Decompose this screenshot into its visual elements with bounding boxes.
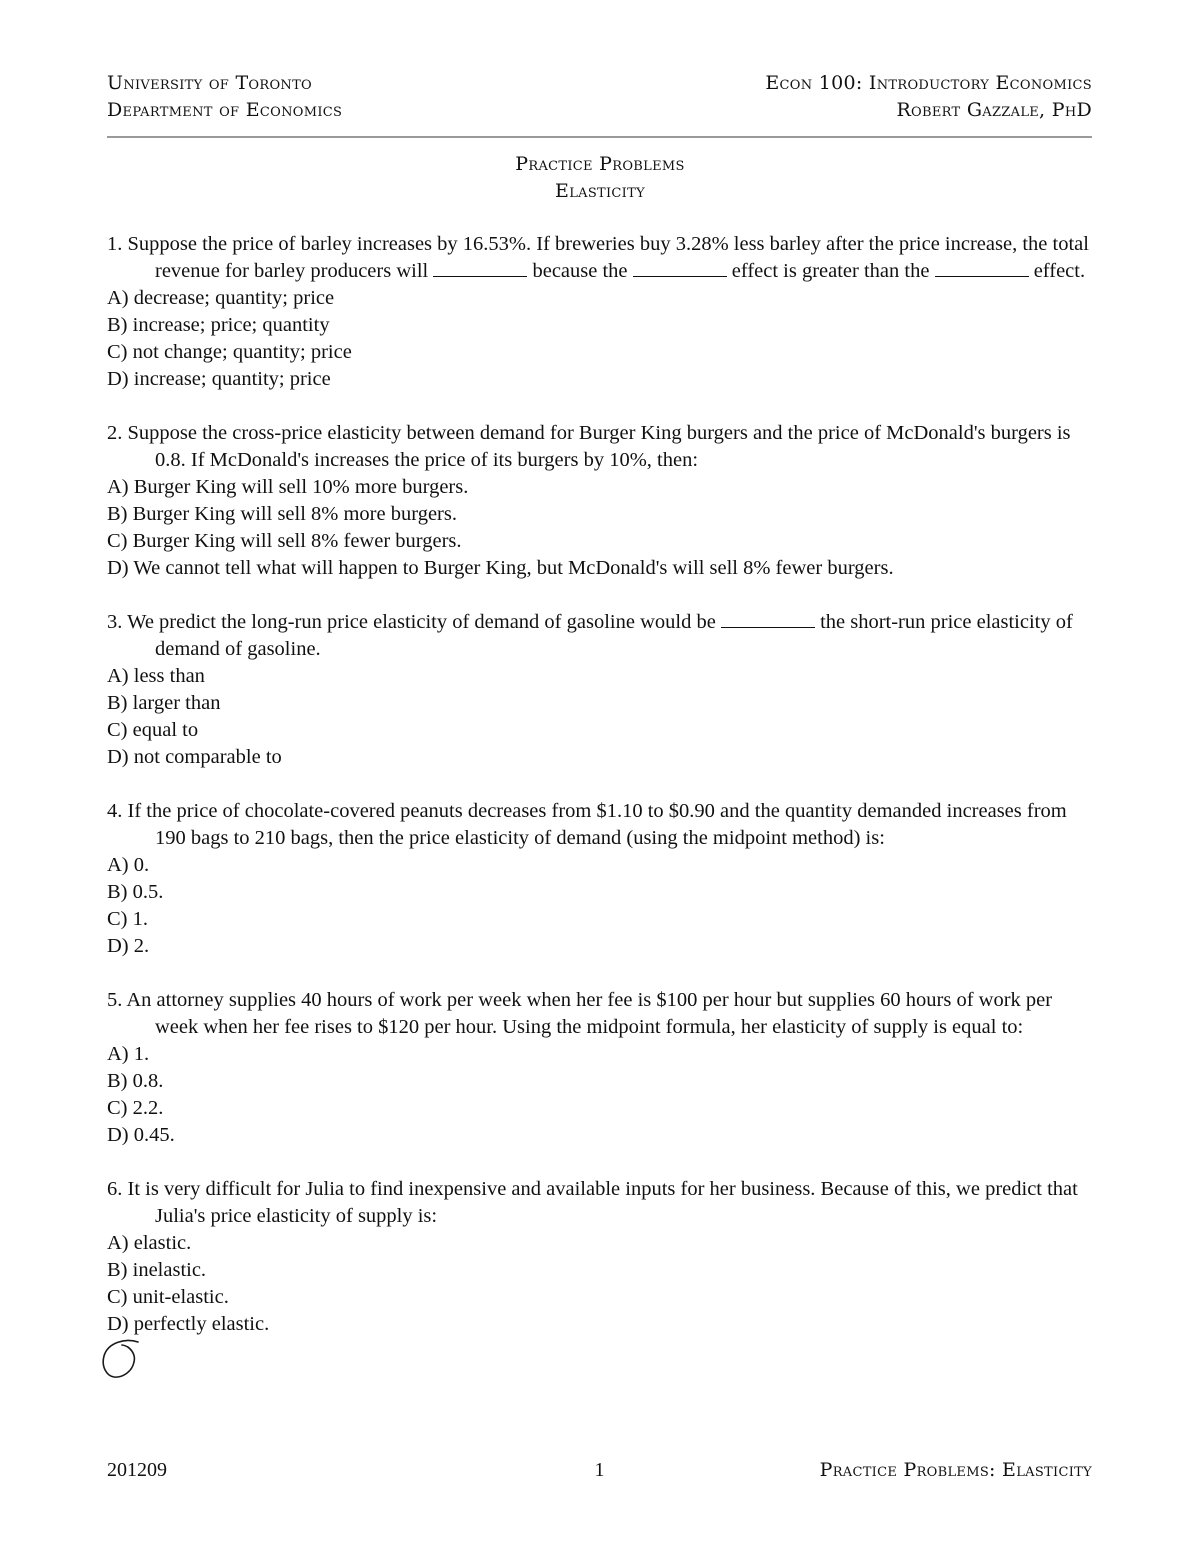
university-name: University of Toronto [107, 72, 313, 94]
option-c: C) Burger King will sell 8% fewer burgers. [107, 530, 462, 552]
question-stem: 4. If the price of chocolate-covered peanuts decreases from $1.10 to $0.90 and the quantity demanded increases from 190 bags to 210 bags, then the price elasticity of demand (using the midpoint method) is: [107, 800, 1067, 849]
answer-blank [633, 259, 727, 277]
department-name: Department of Economics [107, 99, 343, 121]
instructor-name: Robert Gazzale, PhD [896, 99, 1092, 121]
option-d: D) 0.45. [107, 1124, 175, 1146]
option-a: A) less than [107, 665, 205, 687]
question-stem: 6. It is very difficult for Julia to find inexpensive and available inputs for her business. Because of this, we predict that Julia's price elasticity of supply is: [107, 1178, 1078, 1227]
page-header [107, 70, 1092, 124]
option-d: D) increase; quantity; price [107, 368, 331, 390]
option-c: C) not change; quantity; price [107, 341, 352, 363]
option-d: D) We cannot tell what will happen to Burger King, but McDonald's will sell 8% fewer burgers. [107, 557, 894, 579]
option-d: D) perfectly elastic. [107, 1313, 270, 1335]
page-number: 1 [594, 1459, 605, 1481]
option-b: B) 0.5. [107, 881, 164, 903]
option-c: C) 1. [107, 908, 148, 930]
question-2 [107, 420, 1092, 582]
option-a: A) decrease; quantity; price [107, 287, 335, 309]
question-stem: 2. Suppose the cross-price elasticity between demand for Burger King burgers and the price of McDonald's burgers is 0.8. If McDonald's increases the price of its burgers by 10%, then: [107, 422, 1071, 471]
option-a: A) 0. [107, 854, 150, 876]
option-b: B) inelastic. [107, 1259, 207, 1281]
footer-date-code: 201209 [107, 1459, 167, 1481]
document-title [0, 151, 1200, 205]
title-line-1: Practice Problems [515, 153, 685, 175]
question-6 [107, 1176, 1092, 1338]
option-c: C) equal to [107, 719, 199, 741]
option-b: B) Burger King will sell 8% more burgers. [107, 503, 457, 525]
question-5 [107, 987, 1092, 1149]
footer-title: Practice Problems: Elasticity [819, 1459, 1092, 1481]
answer-blank [433, 259, 527, 277]
answer-blank [721, 610, 815, 628]
option-a: A) 1. [107, 1043, 150, 1065]
option-d: D) 2. [107, 935, 150, 957]
question-stem: 1. Suppose the price of barley increases by 16.53%. If breweries buy 3.28% less barley after the price increase, the total revenue for barley producers will because the effect is greater than the effect. [107, 233, 1089, 282]
option-a: A) elastic. [107, 1232, 192, 1254]
option-c: C) unit-elastic. [107, 1286, 229, 1308]
title-line-2: Elasticity [555, 180, 645, 202]
question-4 [107, 798, 1092, 960]
question-stem: 5. An attorney supplies 40 hours of work per week when her fee is $100 per hour but supplies 60 hours of work per week when her fee rises to $120 per hour. Using the midpoint formula, her elasticity of supply is equal to: [107, 989, 1053, 1038]
question-1 [107, 231, 1092, 393]
option-b: B) larger than [107, 692, 221, 714]
option-b: B) 0.8. [107, 1070, 164, 1092]
question-stem: 3. We predict the long-run price elasticity of demand of gasoline would be the short-run price elasticity of demand of gasoline. [107, 611, 1073, 660]
question-list [107, 231, 1092, 1365]
option-d: D) not comparable to [107, 746, 282, 768]
header-divider [107, 136, 1092, 138]
course-name: Econ 100: Introductory Economics [765, 72, 1092, 94]
option-c: C) 2.2. [107, 1097, 164, 1119]
question-3 [107, 609, 1092, 771]
option-b: B) increase; price; quantity [107, 314, 330, 336]
answer-blank [935, 259, 1029, 277]
option-a: A) Burger King will sell 10% more burgers. [107, 476, 469, 498]
